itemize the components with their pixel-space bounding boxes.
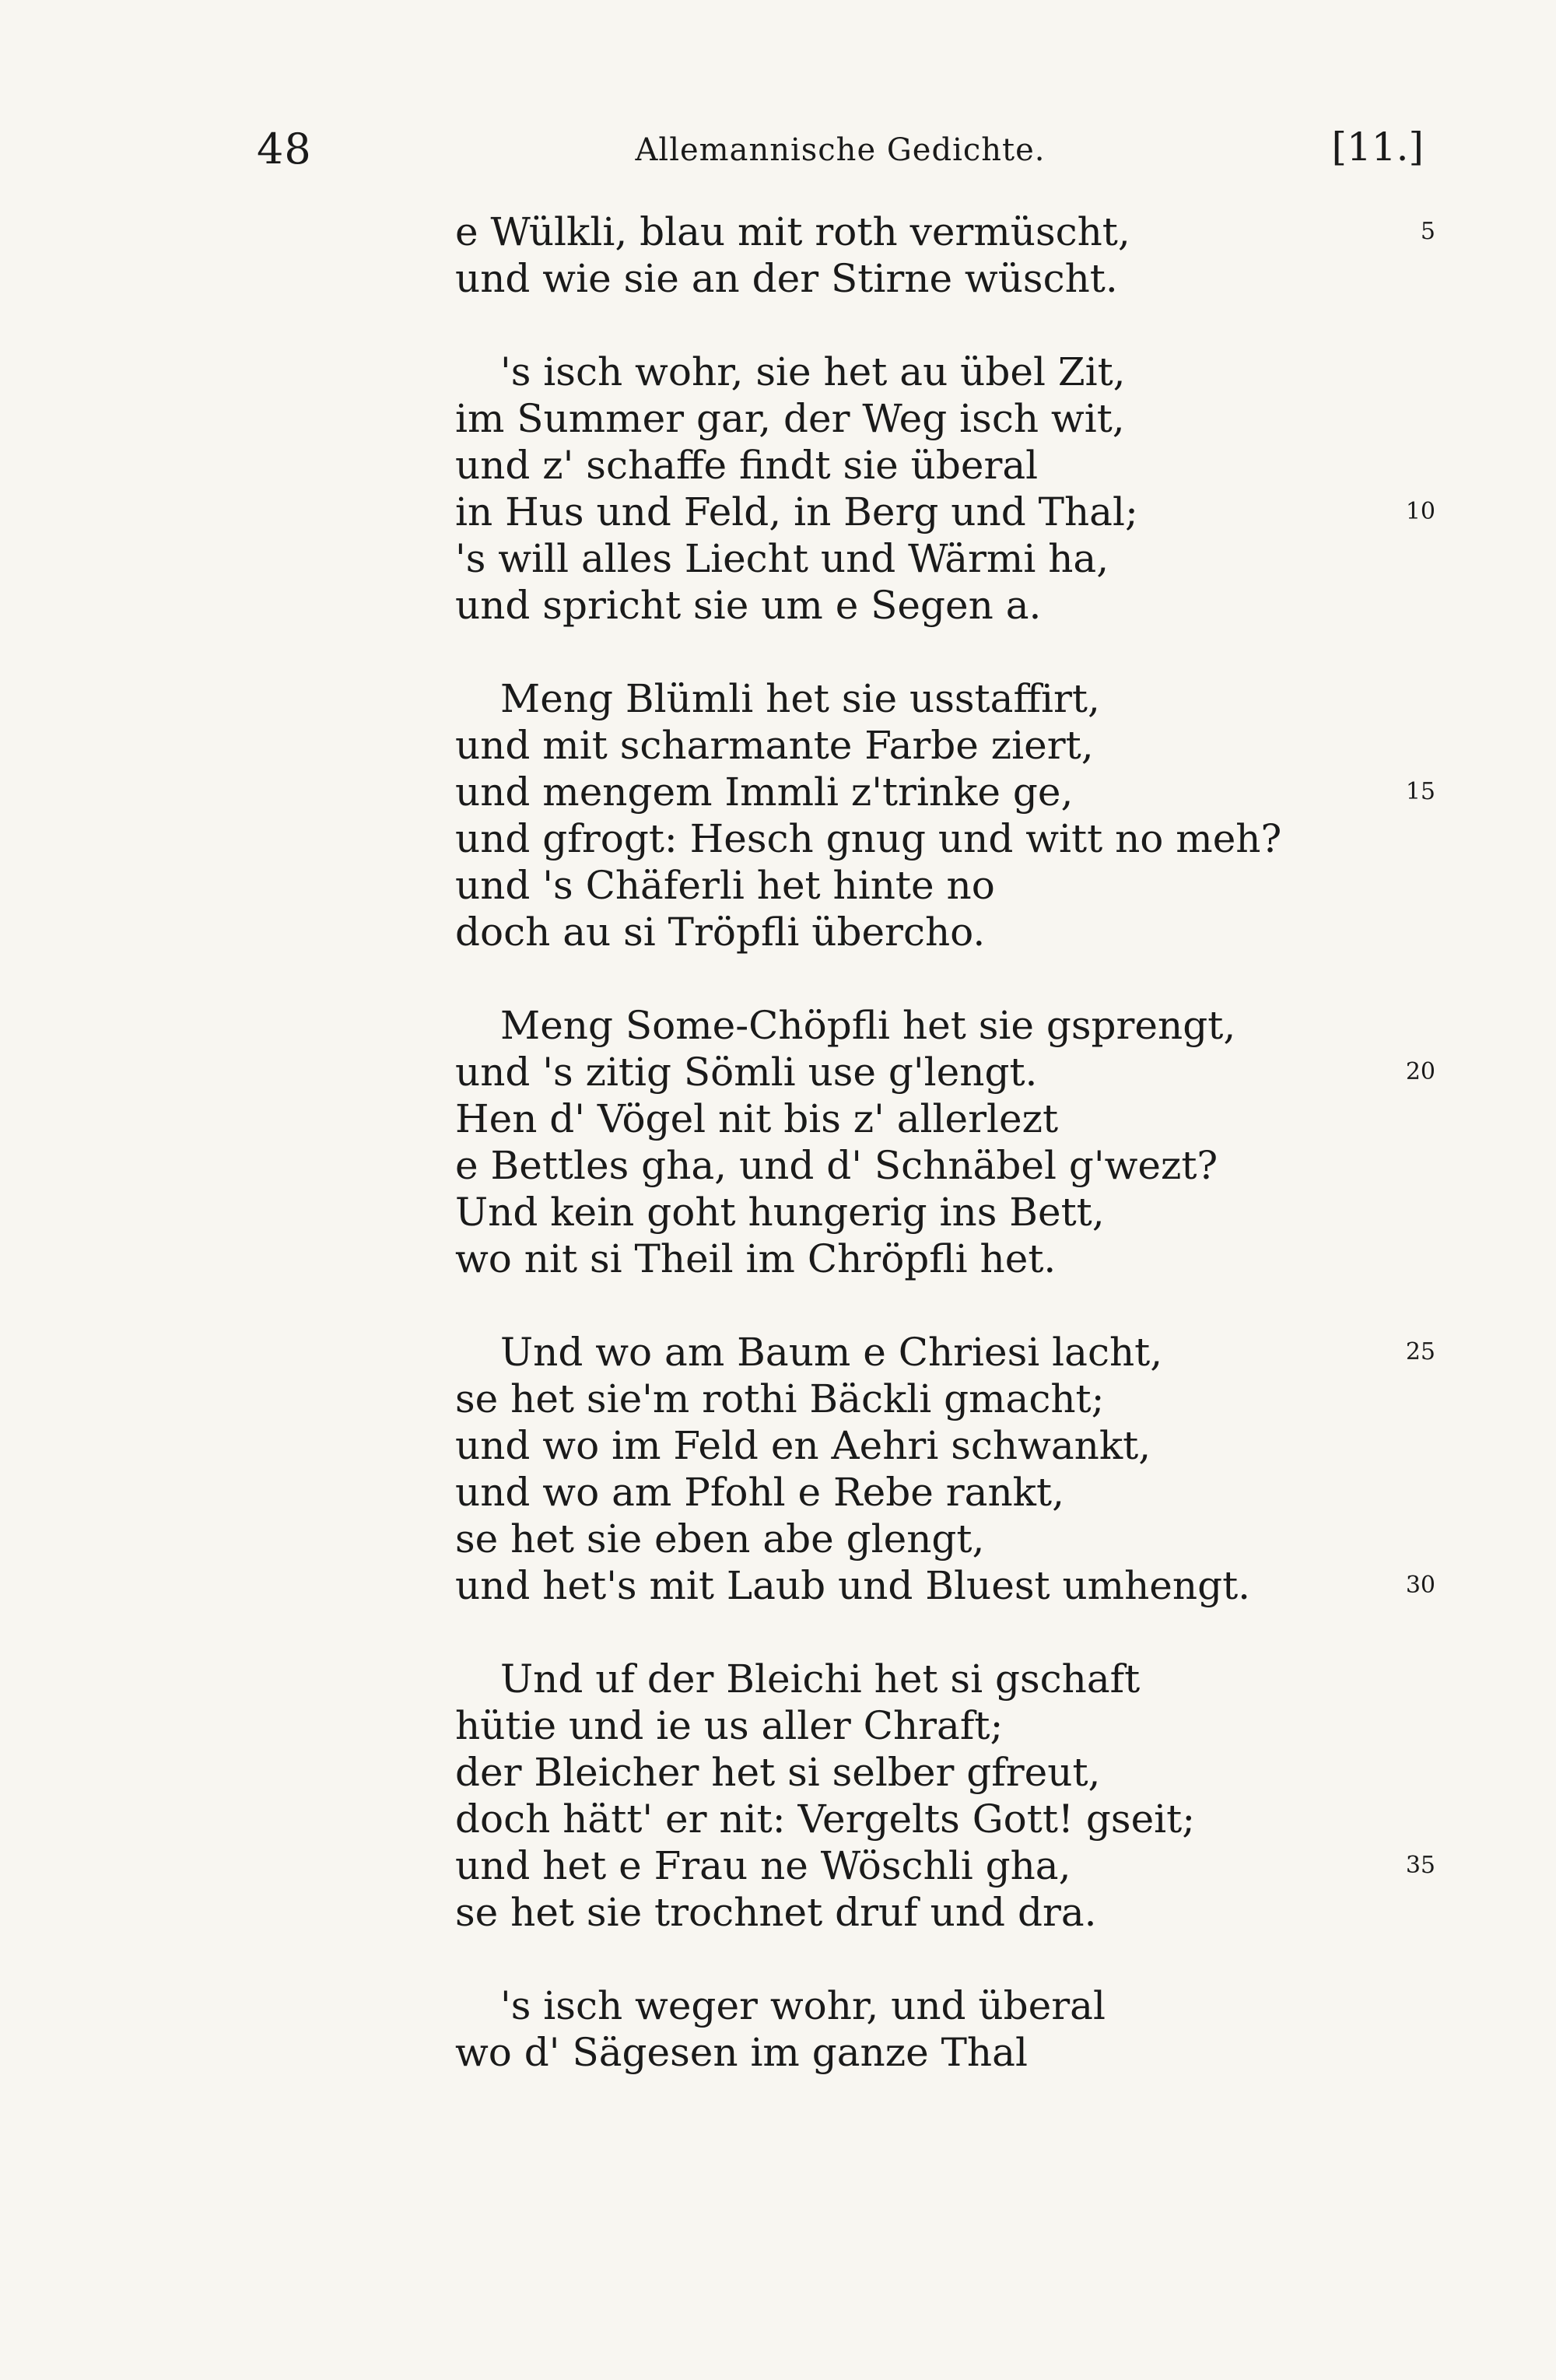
verse-text: und 's zitig Sömli use g'lengt.: [455, 1050, 1038, 1095]
verse-text: Hen d' Vögel nit bis z' allerlezt: [455, 1096, 1059, 1141]
verse-text: und wo im Feld en Aehri schwankt,: [455, 1423, 1151, 1468]
verse-line: [455, 1702, 1435, 1749]
verse-line: [455, 209, 1435, 255]
line-number: 10: [1405, 498, 1435, 525]
verse-line: [455, 1189, 1435, 1236]
verse-line: [455, 815, 1435, 862]
verse-text: und het e Frau ne Wöschli gha,: [455, 1843, 1071, 1888]
verse-text: in Hus und Feld, in Berg und Thal;: [455, 489, 1138, 535]
verse-text: Meng Some-Chöpfli het sie gsprengt,: [500, 1003, 1236, 1048]
verse-line: [455, 489, 1435, 535]
verse-text: 's isch wohr, sie het au übel Zit,: [500, 349, 1126, 394]
verse-line: [455, 1236, 1435, 1282]
verse-text: und z' schaffe findt sie überal: [455, 443, 1039, 488]
line-number: 20: [1405, 1058, 1435, 1085]
poem-body: [455, 209, 1435, 2122]
verse-text: und 's Chäferli het hinte no: [455, 863, 995, 908]
verse-line: [455, 1095, 1435, 1142]
verse-line: [455, 255, 1435, 302]
verse-text: wo d' Sägesen im ganze Thal: [455, 2030, 1028, 2075]
verse-line: [455, 1796, 1435, 1842]
verse-text: 's isch weger wohr, und überal: [500, 1983, 1106, 2028]
verse-line: [455, 1656, 1435, 1702]
verse-text: Und uf der Bleichi het si gschaft: [500, 1656, 1141, 1702]
verse-line: [455, 1329, 1435, 1376]
stanza: [455, 209, 1435, 302]
verse-line: [455, 349, 1435, 395]
line-number: 25: [1405, 1338, 1435, 1365]
verse-text: und spricht sie um e Segen a.: [455, 583, 1042, 628]
verse-text: e Bettles gha, und d' Schnäbel g'wezt?: [455, 1143, 1218, 1188]
verse-text: Und kein goht hungerig ins Bett,: [455, 1190, 1105, 1235]
verse-text: hütie und ie us aller Chraft;: [455, 1703, 1004, 1748]
verse-text: im Summer gar, der Weg isch wit,: [455, 396, 1125, 441]
verse-line: [455, 1049, 1435, 1095]
stanza: [455, 1982, 1435, 2076]
verse-text: e Wülkli, blau mit roth vermüscht,: [455, 209, 1130, 254]
verse-line: [455, 442, 1435, 489]
line-number: 5: [1420, 218, 1435, 245]
line-number: 30: [1405, 1572, 1435, 1599]
verse-line: [455, 1562, 1435, 1609]
verse-line: [455, 1982, 1435, 2029]
running-title: Allemannische Gedichte.: [635, 132, 1046, 168]
verse-text: und gfrogt: Hesch gnug und witt no meh?: [455, 816, 1282, 861]
stanza: [455, 349, 1435, 629]
verse-line: [455, 1002, 1435, 1049]
verse-line: [455, 1376, 1435, 1422]
line-number: 15: [1405, 778, 1435, 805]
verse-line: [455, 1422, 1435, 1469]
verse-text: 's will alles Liecht und Wärmi ha,: [455, 536, 1109, 581]
verse-line: [455, 1142, 1435, 1189]
verse-text: und wo am Pfohl e Rebe rankt,: [455, 1470, 1064, 1515]
verse-line: [455, 1516, 1435, 1562]
verse-line: [455, 862, 1435, 909]
section-number: [11.]: [1331, 124, 1424, 170]
verse-text: doch hätt' er nit: Vergelts Gott! gseit;: [455, 1796, 1196, 1842]
verse-line: [455, 582, 1435, 629]
verse-line: [455, 1889, 1435, 1936]
verse-text: Meng Blümli het sie usstaffirt,: [500, 676, 1100, 721]
verse-line: [455, 1469, 1435, 1516]
verse-text: und mengem Immli z'trinke ge,: [455, 769, 1074, 815]
verse-text: doch au si Tröpfli übercho.: [455, 910, 986, 955]
verse-text: se het sie trochnet druf und dra.: [455, 1890, 1097, 1935]
verse-line: [455, 1749, 1435, 1796]
verse-text: und mit scharmante Farbe ziert,: [455, 723, 1094, 768]
verse-line: [455, 722, 1435, 769]
stanza: [455, 1002, 1435, 1282]
verse-line: [455, 675, 1435, 722]
page-header: [257, 124, 1424, 195]
verse-line: [455, 2029, 1435, 2076]
verse-line: [455, 909, 1435, 955]
verse-line: [455, 1842, 1435, 1889]
verse-text: se het sie'm rothi Bäckli gmacht;: [455, 1376, 1105, 1421]
verse-text: Und wo am Baum e Chriesi lacht,: [500, 1330, 1163, 1375]
stanza: [455, 1656, 1435, 1936]
line-number: 35: [1405, 1852, 1435, 1879]
verse-text: wo nit si Theil im Chröpfli het.: [455, 1236, 1057, 1281]
stanza: [455, 675, 1435, 955]
verse-text: se het sie eben abe glengt,: [455, 1516, 985, 1562]
stanza: [455, 1329, 1435, 1609]
verse-line: [455, 395, 1435, 442]
verse-line: [455, 535, 1435, 582]
verse-text: der Bleicher het si selber gfreut,: [455, 1750, 1101, 1795]
verse-text: und het's mit Laub und Bluest umhengt.: [455, 1563, 1251, 1608]
verse-line: [455, 769, 1435, 815]
verse-text: und wie sie an der Stirne wüscht.: [455, 256, 1118, 301]
page-number: 48: [257, 124, 312, 174]
